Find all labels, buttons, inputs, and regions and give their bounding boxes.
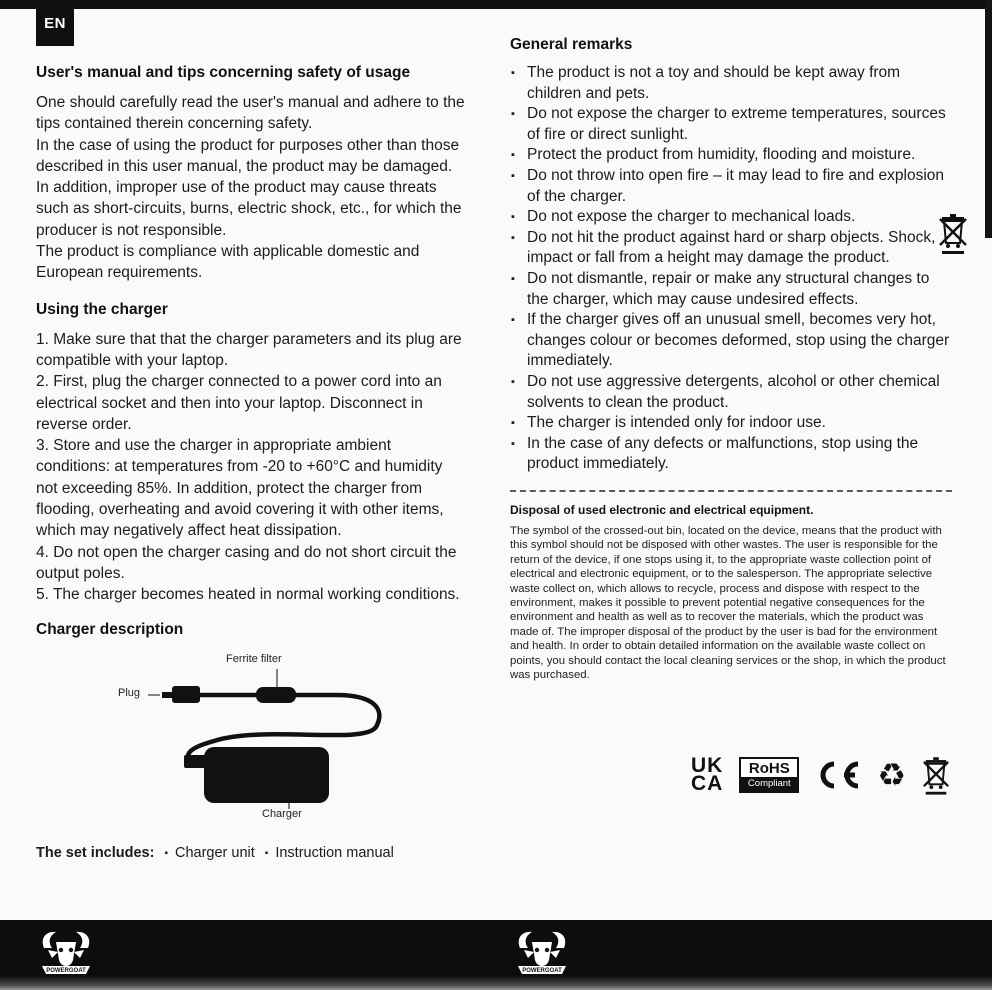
ce-mark-icon — [815, 759, 861, 791]
using-step: 3. Store and use the charger in appropriate ambient conditions: at temperatures from -20 to +60°C and humidity not exceeding 85%. In addition, protect the charger from flooding, overheating and avoid covering it with other items, which may negatively affect heat dissipation. — [36, 437, 444, 540]
language-badge-label: EN — [44, 14, 66, 32]
charger-label: Charger — [262, 807, 302, 820]
set-includes-item: ▪ Charger unit — [164, 845, 254, 861]
disposal-body: The symbol of the crossed-out bin, located on the device, means that the product with this symbol should not be disposed with other wastes. The user is responsible for the return of the device, if one stops using it, to the appropriate waste collection point of electrical and electronic equipment, or to the salesperson. The appropriate selective waste collect on, which allows to recycle, process and dispose with respect to the environment, makes it possible to prevent potential negative consequences for the environment and health as well as to recover the materials, which the product was made of. The improper disposal of the product by the user is bad for the environment and health. In order to obtain detailed information on the available waste collect on points, you should contact the local cleaning services or the shop, in which the product was purchased. — [510, 524, 946, 681]
footer-bar — [0, 920, 992, 990]
left-column — [36, 64, 468, 861]
remark-item: ▪ Do not throw into open fire – it may lead to fire and explosion of the charger. — [510, 166, 952, 207]
set-includes-item: ▪ Instruction manual — [265, 845, 394, 861]
page-edge-shadow — [985, 0, 992, 238]
set-includes-label: The set includes: — [36, 844, 155, 861]
using-heading: Using the charger — [36, 300, 168, 318]
remark-item: ▪ The charger is intended only for indoor use. — [510, 413, 952, 434]
right-column — [510, 36, 952, 796]
rohs-line2: Compliant — [741, 777, 797, 791]
weee-bin-icon — [938, 210, 968, 261]
recycling-icon: ♻ — [877, 756, 906, 795]
top-border — [0, 0, 992, 9]
charger-diagram-drawing — [84, 649, 454, 827]
remark-item: ▪ Do not expose the charger to mechanical loads. — [510, 207, 952, 228]
remark-item: ▪ Do not use aggressive detergents, alcohol or other chemical solvents to clean the product. — [510, 372, 952, 413]
safety-paragraph: In the case of using the product for purposes other than those described in this user manual, the product may be damaged. In addition, improper use of the product may cause threats such as short-circuits, burns, electric shock, etc., for which the producer is not responsible. — [36, 136, 462, 239]
powergoat-logo — [36, 928, 96, 985]
description-heading: Charger description — [36, 620, 184, 638]
language-badge — [36, 0, 74, 46]
powergoat-logo — [512, 928, 572, 985]
using-step: 5. The charger becomes heated in normal working conditions. — [36, 586, 460, 604]
using-steps — [36, 329, 468, 606]
safety-paragraph: The product is compliance with applicable domestic and European requirements. — [36, 243, 420, 282]
rohs-line1: RoHS — [748, 760, 790, 778]
using-step: 2. First, plug the charger connected to a power cord into an electrical socket and then into your laptop. Disconnect in reverse order. — [36, 373, 442, 433]
using-step: 1. Make sure that that the charger parameters and its plug are compatible with your laptop. — [36, 330, 462, 369]
safety-heading: User's manual and tips concerning safety of usage — [36, 64, 411, 81]
safety-paragraph: One should carefully read the user's manual and adhere to the tips contained therein concerning safety. — [36, 94, 465, 133]
general-remarks-list — [510, 63, 952, 475]
plug-label: Plug — [118, 686, 141, 699]
ukca-line1: UK — [690, 754, 724, 778]
certification-marks — [510, 754, 952, 796]
using-step: 4. Do not open the charger casing and do not short circuit the output poles. — [36, 543, 457, 582]
remark-item: ▪ If the charger gives off an unusual smell, becomes very hot, changes colour or becomes deformed, stop using the charger immediately. — [510, 310, 952, 372]
ferrite-filter-label: Ferrite filter — [226, 652, 282, 665]
brand-name: POWERGOAT — [522, 968, 562, 974]
general-remarks-heading: General remarks — [510, 36, 633, 53]
brand-name: POWERGOAT — [46, 968, 86, 974]
remark-item: ▪ Do not hit the product against hard or sharp objects. Shock, impact or fall from a height may damage the product. — [510, 228, 952, 269]
disposal-heading: Disposal of used electronic and electrical equipment. — [510, 502, 814, 517]
weee-bin-icon — [922, 754, 950, 796]
set-includes — [36, 845, 468, 861]
remark-item: ▪ In the case of any defects or malfunctions, stop using the product immediately. — [510, 434, 952, 475]
dashed-divider — [510, 490, 952, 492]
remark-item: ▪ Do not dismantle, repair or make any structural changes to the charger, which may cause undesired effects. — [510, 269, 952, 310]
ukca-line2: CA — [690, 772, 724, 796]
ukca-mark — [690, 754, 724, 796]
remark-item: ▪ The product is not a toy and should be kept away from children and pets. — [510, 63, 952, 104]
remark-item: ▪ Do not expose the charger to extreme temperatures, sources of fire or direct sunlight. — [510, 104, 952, 145]
rohs-mark — [739, 757, 799, 793]
remark-item: ▪ Protect the product from humidity, flooding and moisture. — [510, 145, 952, 166]
charger-diagram — [84, 649, 454, 827]
